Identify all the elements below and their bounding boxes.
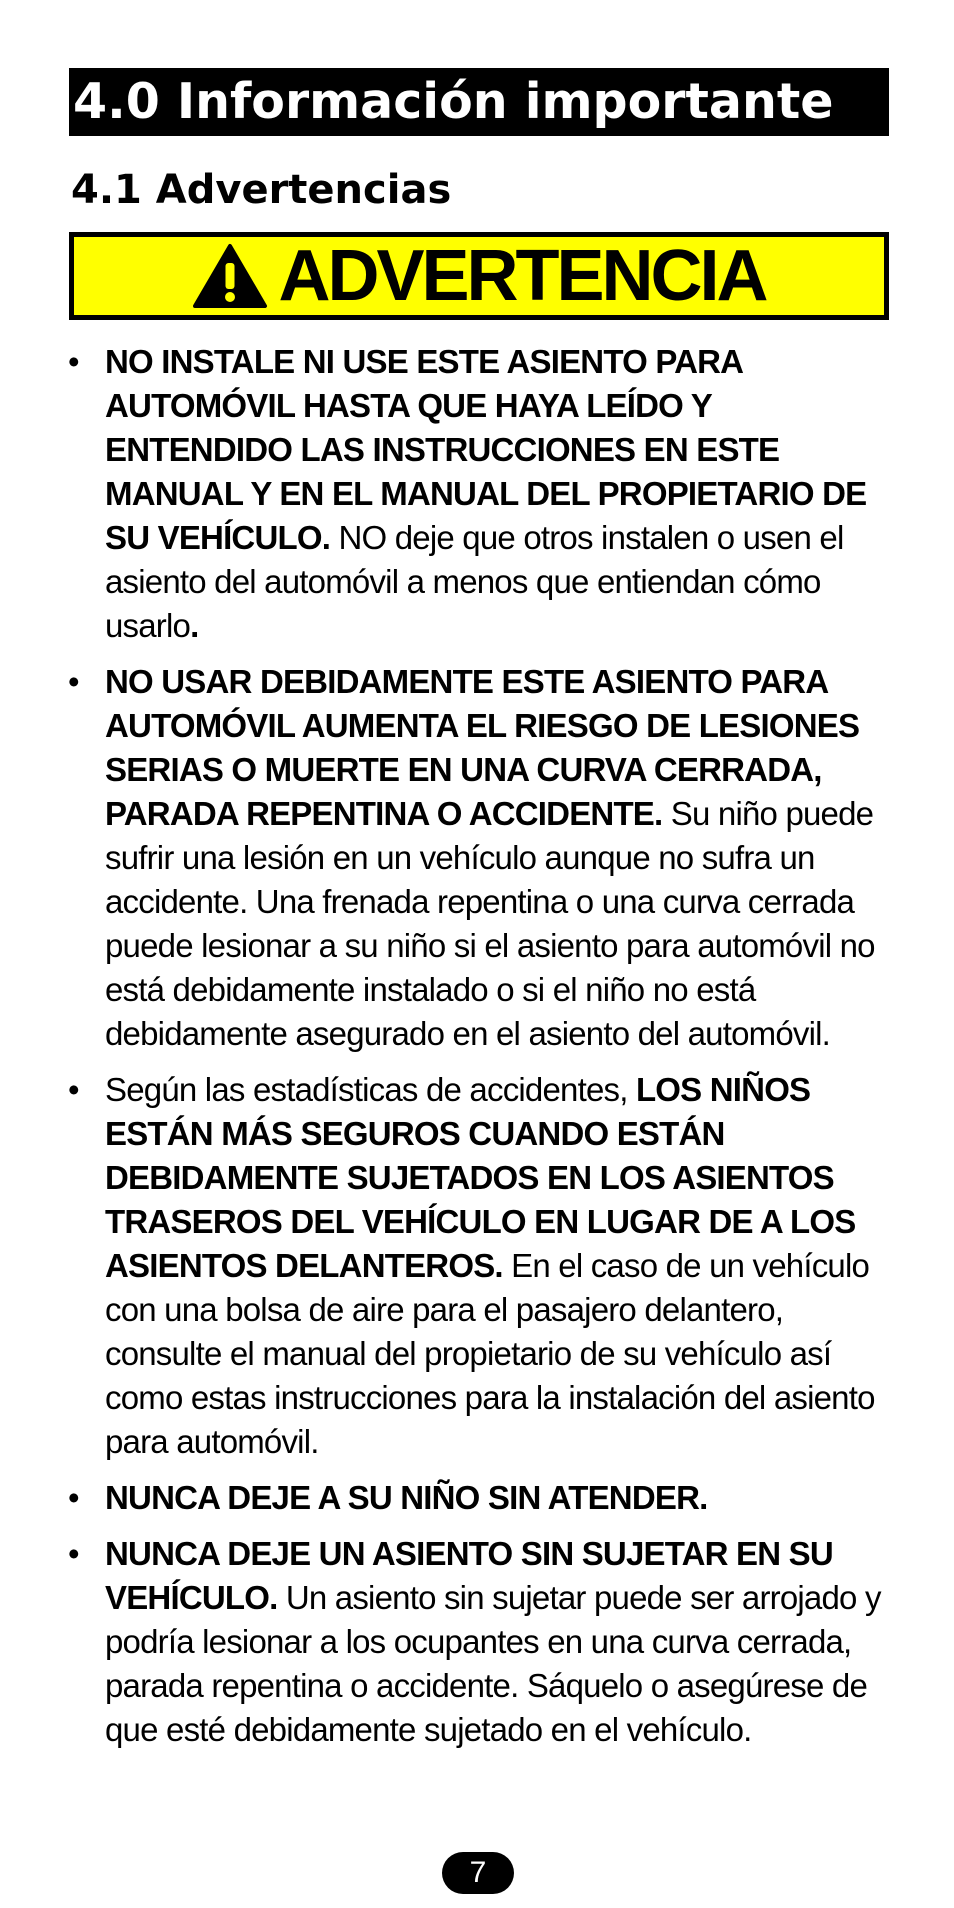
warning-body-text: En el caso de un vehículo con una bolsa de aire para el pasajero delantero, consulte el manual del propietario de su vehículo así como estas instrucciones para la instalación del asiento para automóvil. <box>105 1247 875 1460</box>
warning-bold-text: NUNCA DEJE UN ASIENTO SIN SUJETAR EN SU VEHÍCULO. <box>105 1535 833 1616</box>
bullet: • <box>68 663 79 700</box>
warning-body-text: Su niño puede sufrir una lesión en un vehículo aunque no sufra un accidente. Una frenada repentina o una curva cerrada puede lesionar a su niño si el asiento para automóvil no está debidamente instalado o si el niño no está debidamente asegurado en el asiento del automóvil. <box>105 795 875 1052</box>
warning-bold-text: NO USAR DEBIDAMENTE ESTE ASIENTO PARA AUTOMÓVIL AUMENTA EL RIESGO DE LESIONES SERIAS O MUERTE EN UNA CURVA CERRADA, PARADA REPENTINA O ACCIDENTE. <box>105 663 860 832</box>
bullet: • <box>68 1479 79 1516</box>
warning-body-text: Un asiento sin sujetar puede ser arrojado y podría lesionar a los ocupantes en una curva cerrada, parada repentina o accidente. Sáquelo o asegúrese de que esté debidamente sujetado en el vehículo. <box>105 1579 881 1748</box>
warning-item <box>65 1068 895 1464</box>
bullet: • <box>68 1535 79 1572</box>
section-title: 4.0 Información importante <box>69 68 889 136</box>
warning-body-text: NO deje que otros instalen o usen el asiento del automóvil a menos que entiendan cómo usarlo <box>105 519 844 644</box>
warning-triangle-icon <box>192 243 268 309</box>
warning-item <box>65 1476 895 1520</box>
bullet: • <box>68 1071 79 1108</box>
warning-item <box>65 660 895 1056</box>
subsection-title: 4.1 Advertencias <box>71 167 452 213</box>
page-number: 7 <box>442 1852 514 1894</box>
warning-banner <box>69 232 889 320</box>
warning-bold-text: NUNCA DEJE A SU NIÑO SIN ATENDER. <box>105 1479 708 1516</box>
warning-label: ADVERTENCIA <box>278 236 766 316</box>
warning-bold-text: LOS NIÑOS ESTÁN MÁS SEGUROS CUANDO ESTÁN DEBIDAMENTE SUJETADOS EN LOS ASIENTOS TRASEROS DEL VEHÍCULO EN LUGAR DE A LOS ASIENTOS DELANTEROS. <box>105 1071 856 1284</box>
warning-end-punctuation: . <box>190 607 199 644</box>
warning-item <box>65 1532 895 1752</box>
warnings-list <box>65 340 895 1764</box>
bullet: • <box>68 343 79 380</box>
warning-lead-text: Según las estadísticas de accidentes, <box>105 1071 636 1108</box>
warning-item <box>65 340 895 648</box>
warning-bold-text: NO INSTALE NI USE ESTE ASIENTO PARA AUTOMÓVIL HASTA QUE HAYA LEÍDO Y ENTENDIDO LAS INSTRUCCIONES EN ESTE MANUAL Y EN EL MANUAL DEL PROPIETARIO DE SU VEHÍCULO. <box>105 343 867 556</box>
